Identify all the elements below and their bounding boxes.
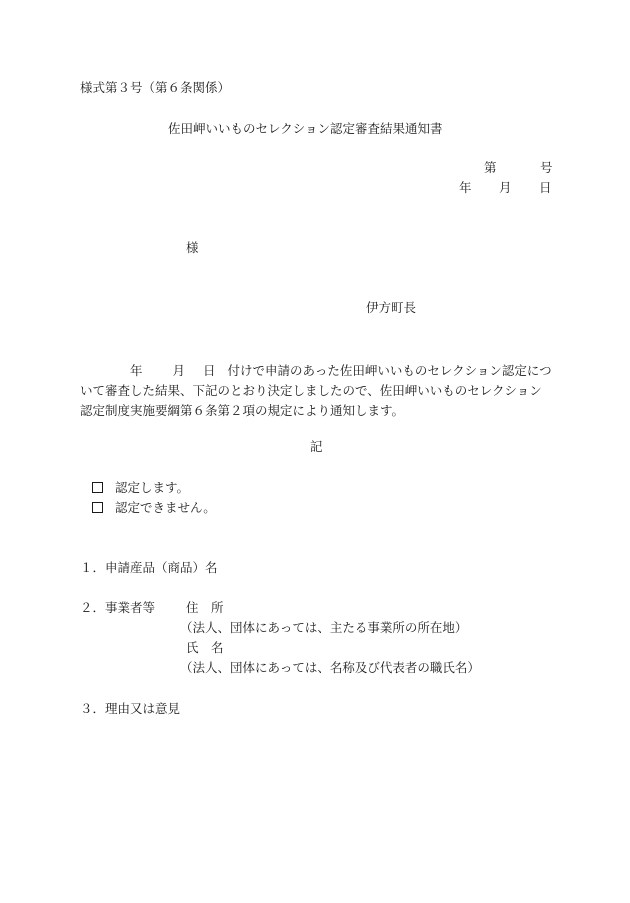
body-paragraph [80,361,554,421]
form-number: 様式第３号（第６条関係） [80,80,231,95]
ki-heading: 記 [310,439,323,454]
date-year: 年 [459,180,472,195]
body-month: 月 [172,363,186,378]
item-product-name: １．申請産品（商品）名 [80,560,218,575]
address-label: 住 所 [186,600,224,615]
document-title: 佐田岬いいものセレクション認定審査結果通知書 [168,121,443,136]
issuer: 伊方町長 [366,300,417,315]
item-reason: ３．理由又は意見 [80,701,181,716]
checkbox-icon [92,482,103,493]
checkbox-icon [92,502,103,513]
item-business-label: ２．事業者等 [80,600,156,615]
option-reject [92,502,216,515]
name-note: （法人、団体にあっては、名称及び代表者の職氏名） [180,660,480,675]
name-label: 氏 名 [186,640,224,655]
document-number-prefix: 第 [484,160,497,175]
body-day: 日 [203,363,216,378]
body-text: 付けで申請のあった佐田岬いいものセレクション認定について審査した結果、下記のとおり決定しましたので、佐田岬いいものセレクション認定制度実施要綱第６条第２項の規定により通知します。 [80,363,552,418]
body-year: 年 [130,363,143,378]
date-month: 月 [499,180,512,195]
addressee-suffix: 様 [186,240,199,255]
date-day: 日 [539,180,552,195]
option-approve [92,482,189,495]
option-approve-label: 認定します。 [115,480,190,495]
document-number-suffix: 号 [540,160,553,175]
option-reject-label: 認定できません。 [115,500,216,515]
address-note: （法人、団体にあっては、主たる事業所の所在地） [180,620,468,635]
